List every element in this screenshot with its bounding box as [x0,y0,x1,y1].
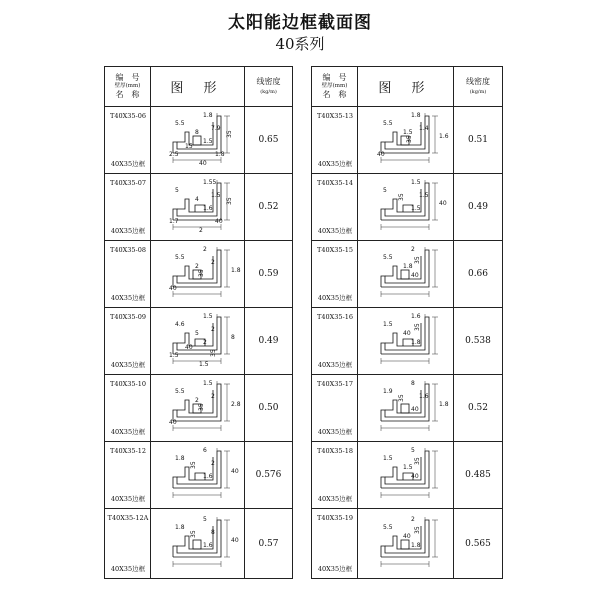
profile-cavity [193,136,201,145]
dimension-label: 35 [397,394,405,402]
dimension-label: 2 [194,263,199,270]
profile-cross-section-drawing [155,244,241,304]
header-code: 编 号 壁厚(mm) 名 称 [105,67,151,107]
profile-code-cell [312,107,358,174]
dimension-label: 2 [410,515,415,523]
dimension-label: 2 [198,227,203,234]
dimension-label: 5.5 [174,388,185,395]
dimension-label: 8 [410,380,415,387]
header-density: 线密度 (kg/m) [245,67,293,107]
profile-density: 0.52 [454,375,503,442]
profile-density: 0.49 [454,174,503,241]
dimension-label: 5.5 [174,254,185,261]
dimension-label: 1.8 [214,151,225,158]
profile-outline [381,183,429,220]
profile-id: T40X35-17 [317,380,353,388]
dimension-label: 35 [189,461,197,469]
profile-cross-section-drawing [363,177,449,237]
dimension-label: 1.7 [168,218,179,225]
profile-row [105,174,293,241]
dimension-label: 40 [376,151,385,158]
dimension-label: 5 [194,330,199,337]
dimension-label: 15 [184,143,193,150]
profile-figure-cell [151,375,245,442]
dimension-label: 1.5 [402,129,413,136]
dimension-label: 40 [402,330,411,337]
profile-figure-cell [358,442,454,509]
dimension-label: 1.55 [202,179,216,186]
profile-cross-section-drawing [363,311,449,371]
dimension-label: 2 [194,397,199,404]
dimension-label: 5.5 [174,120,185,127]
profile-density: 0.65 [245,107,293,174]
dimension-label: 1.5 [202,313,213,320]
profile-density: 0.485 [454,442,503,509]
profile-id: T40X35-15 [317,246,353,254]
dimension-label: 2 [210,259,215,266]
dimension-label: 4.6 [174,321,185,328]
dimension-label: 8 [210,528,215,536]
dimension-label: 35 [209,349,217,357]
header-figure: 图 形 [151,67,245,107]
profile-row [312,375,503,442]
profile-code-cell [312,442,358,509]
dimension-label: 1.6 [438,133,449,140]
table-header-row [312,67,503,107]
profile-id: T40X35-06 [110,112,146,120]
dimension-label: 40 [230,468,239,475]
profile-density: 0.49 [245,308,293,375]
profile-name: 40X35边框 [110,361,146,369]
profile-density: 0.538 [454,308,503,375]
profile-code-cell [105,509,151,579]
dimension-label: 1.5 [410,205,421,212]
dimension-label: 1.8 [410,112,421,119]
profile-id: T40X35-19 [317,514,353,522]
profile-figure-cell [358,174,454,241]
dimension-label: 35 [225,130,233,138]
profile-cavity [401,404,409,413]
profile-row [105,241,293,308]
dimension-label: 1.6 [202,473,213,480]
profile-row [312,174,503,241]
dimension-label: 5.5 [382,120,393,127]
profile-cavity [193,540,201,549]
profile-name: 40X35边框 [317,294,353,302]
dimension-label: 1.6 [202,541,213,549]
profile-name: 40X35边框 [110,495,146,503]
profile-id: T40X35-07 [110,179,146,187]
profile-code-cell [105,375,151,442]
profile-density: 0.52 [245,174,293,241]
table-header-row [105,67,293,107]
dimension-label: 4 [194,196,199,203]
dimension-label: 2 [210,393,215,400]
profile-figure-cell [151,308,245,375]
dimension-label: 2 [410,246,415,253]
profile-cavity [401,270,409,279]
profile-density: 0.576 [245,442,293,509]
dimension-label: 40 [410,473,419,480]
profile-id: T40X35-12A [107,514,149,522]
dimension-label: 35 [397,193,405,201]
profile-name: 40X35边框 [110,428,146,436]
dimension-label: 40 [410,406,419,413]
dimension-label: 35 [189,529,197,538]
profile-name: 40X35边框 [317,428,353,436]
profile-cross-section-drawing [155,110,241,170]
profile-id: T40X35-13 [317,112,353,120]
dimension-label: 40 [184,344,193,351]
dimension-label: 6 [202,447,207,454]
dimension-label: 1.8 [174,455,185,462]
profile-row [105,375,293,442]
profile-id: T40X35-10 [110,380,146,388]
profile-code-cell [312,375,358,442]
dimension-label: 1.6 [202,205,213,212]
profile-figure-cell [358,509,454,579]
header-code: 编 号 壁厚(mm) 名 称 [312,67,358,107]
profile-cross-section-drawing [155,445,241,505]
profile-cross-section-drawing [155,177,241,237]
dimension-label: 2.5 [168,151,179,158]
profile-figure-cell [151,509,245,579]
dimension-label: 5 [174,187,179,194]
profile-row [105,442,293,509]
dimension-label: 7.9 [210,125,221,132]
profile-name: 40X35边框 [317,160,353,168]
profile-cross-section-drawing [363,514,449,574]
dimension-label: 35 [413,323,421,331]
profile-table-left [104,66,293,579]
dimension-label: 1.8 [202,112,213,119]
profile-name: 40X35边框 [317,565,353,573]
profile-cross-section-drawing [155,378,241,438]
profile-figure-cell [358,241,454,308]
profile-density: 0.565 [454,509,503,579]
dimension-label: 35 [413,525,421,534]
profile-row [105,308,293,375]
dimension-label: 1.6 [410,313,421,320]
profile-name: 40X35边框 [317,495,353,503]
dimension-label: 5 [202,515,207,523]
dimension-label: 2 [202,339,207,346]
dimension-label: 35 [405,135,413,143]
profile-cross-section-drawing [155,311,241,371]
dimension-label: 1.5 [198,361,209,368]
dimension-label: 1.5 [410,179,421,186]
dimension-label: 2.8 [230,401,241,408]
profile-code-cell [312,174,358,241]
dimension-label: 1.8 [230,267,241,274]
profile-code-cell [105,107,151,174]
dimension-label: 1.8 [174,523,185,531]
profile-figure-cell [358,375,454,442]
dimension-label: 40 [214,218,223,225]
dimension-label: 1.5 [382,455,393,462]
profile-id: T40X35-18 [317,447,353,455]
profile-id: T40X35-14 [317,179,353,187]
header-density: 线密度 (kg/m) [454,67,503,107]
profile-density: 0.50 [245,375,293,442]
dimension-label: 8 [194,129,199,136]
profile-code-cell [312,241,358,308]
dimension-label: 1.5 [202,380,213,387]
dimension-label: 1.5 [418,192,429,199]
dimension-label: 35 [197,403,205,411]
profile-density: 0.57 [245,509,293,579]
dimension-label: 35 [413,457,421,465]
profile-cross-section-drawing [363,244,449,304]
profile-name: 40X35边框 [110,227,146,235]
profile-table-right [311,66,503,579]
dimension-label: 40 [410,272,419,279]
profile-code-cell [105,174,151,241]
dimension-label: 8 [230,334,235,341]
profile-cross-section-drawing [363,445,449,505]
profile-row [105,509,293,579]
profile-name: 40X35边框 [110,160,146,168]
dimension-label: 2 [210,326,215,333]
profile-code-cell [105,241,151,308]
dimension-label: 1.5 [210,192,221,199]
profile-code-cell [105,308,151,375]
profile-id: T40X35-16 [317,313,353,321]
dimension-label: 5.5 [382,523,393,531]
dimension-label: 40 [168,285,177,292]
profile-figure-cell [151,107,245,174]
dimension-label: 40 [198,160,207,167]
profile-code-cell [312,509,358,579]
dimension-label: 5 [410,447,415,454]
dimension-label: 2 [210,460,215,467]
profile-name: 40X35边框 [317,361,353,369]
profile-cavity [401,540,409,549]
dimension-label: 1.5 [202,138,213,145]
profile-cross-section-drawing [363,110,449,170]
profile-figure-cell [358,308,454,375]
dimension-label: 35 [225,197,233,205]
dimension-label: 1.4 [418,125,429,132]
profile-row [312,241,503,308]
profile-row [312,107,503,174]
profile-row [312,308,503,375]
profile-name: 40X35边框 [317,227,353,235]
dimension-label: 5 [382,187,387,194]
profile-code-cell [105,442,151,509]
dimension-label: 1.6 [418,393,429,400]
dimension-label: 1.8 [402,263,413,270]
profile-cross-section-drawing [363,378,449,438]
dimension-label: 40 [230,536,239,544]
dimension-label: 5.5 [382,254,393,261]
page-subtitle: 40系列 [275,35,325,53]
dimension-label: 1.5 [402,464,413,471]
profile-figure-cell [358,107,454,174]
profile-id: T40X35-08 [110,246,146,254]
profile-figure-cell [151,174,245,241]
dimension-label: 35 [413,256,421,264]
dimension-label: 40 [168,419,177,426]
profile-figure-cell [151,442,245,509]
page-title: 太阳能边框截面图 [228,13,372,33]
profile-figure-cell [151,241,245,308]
dimension-label: 1.8 [438,401,449,408]
dimension-label: 1.9 [382,388,393,395]
profile-row [312,442,503,509]
profile-density: 0.66 [454,241,503,308]
profile-row [312,509,503,579]
header-figure: 图 形 [358,67,454,107]
profile-cross-section-drawing [155,514,241,574]
profile-name: 40X35边框 [110,294,146,302]
dimension-label: 40 [438,200,447,207]
dimension-label: 35 [197,269,205,277]
dimension-label: 1.5 [382,321,393,328]
dimension-label: 1.8 [410,541,421,549]
dimension-label: 1.5 [168,352,179,359]
profile-density: 0.59 [245,241,293,308]
profile-name: 40X35边框 [110,565,146,573]
profile-id: T40X35-09 [110,313,146,321]
profile-id: T40X35-12 [110,447,146,455]
profile-row [105,107,293,174]
dimension-label: 40 [402,532,411,540]
dimension-label: 1.8 [410,339,421,346]
profile-density: 0.51 [454,107,503,174]
dimension-label: 2 [202,246,207,253]
profile-code-cell [312,308,358,375]
